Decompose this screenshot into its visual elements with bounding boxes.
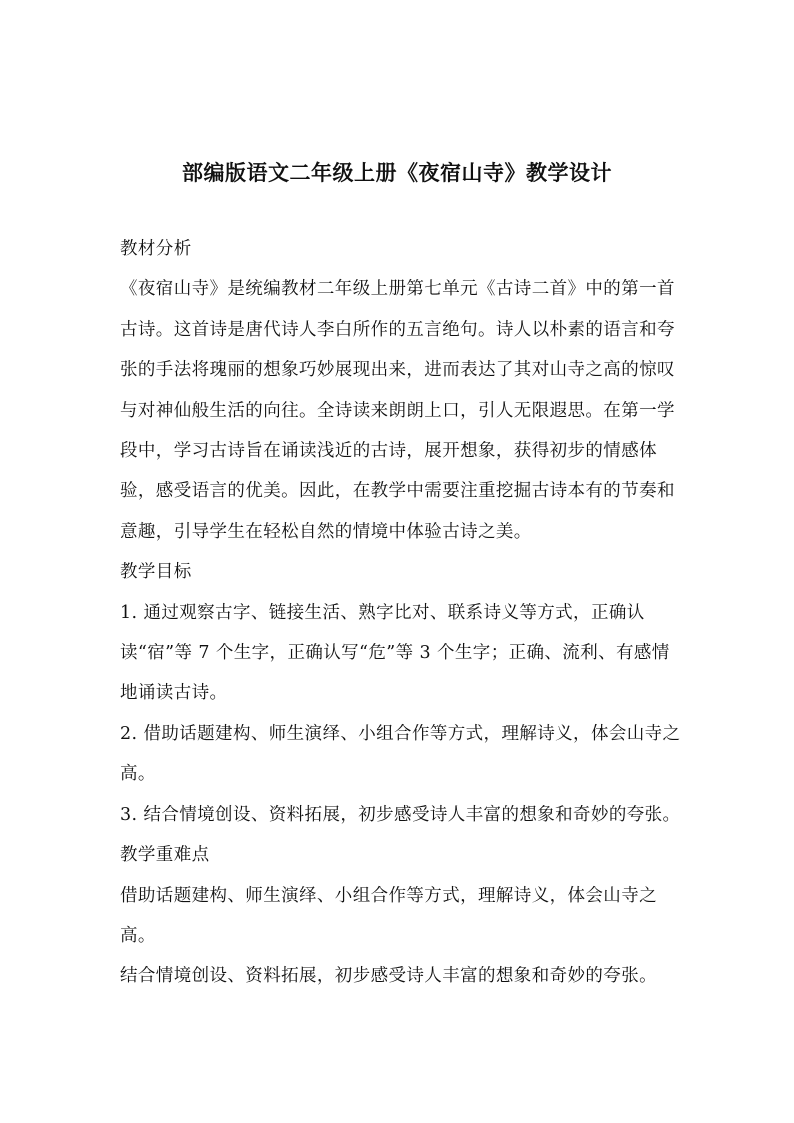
paragraph-goal-3: 3. 结合情境创设、资料拓展，初步感受诗人丰富的想象和奇妙的夸张。 [120, 804, 681, 825]
section-heading-teaching-goals: 教学目标 [120, 562, 192, 583]
section-heading-key-difficulties: 教学重难点 [120, 845, 210, 866]
paragraph-key-point-1: 借助话题建构、师生演绎、小组合作等方式，理解诗义，体会山寺之高。 [120, 885, 657, 946]
page-title: 部编版语文二年级上册《夜宿山寺》教学设计 [182, 161, 612, 185]
paragraph-textbook-analysis: 《夜宿山寺》是统编教材二年级上册第七单元《古诗二首》中的第一首古诗。这首诗是唐代诗人李白所作的五言绝句。诗人以朴素的语言和夸张的手法将瑰丽的想象巧妙展现出来，进而表达了其对山寺之高的惊叹与对神仙般生活的向往。全诗读来朗朗上口，引人无限遐思。在第一学段中，学习古诗旨在诵读浅近的古诗，展开想象，获得初步的情感体验，感受语言的优美。因此，在教学中需要注重挖掘古诗本有的节奏和意趣，引导学生在轻松自然的情境中体验古诗之美。 [120, 279, 675, 542]
paragraph-key-point-2: 结合情境创设、资料拓展，初步感受诗人丰富的想象和奇妙的夸张。 [120, 966, 657, 987]
document-body [120, 229, 685, 997]
paragraph-goal-1: 1. 通过观察古字、链接生活、熟字比对、联系诗义等方式，正确认读“宿”等 7 个生字，正确认写“危”等 3 个生字；正确、流利、有感情地诵读古诗。 [120, 602, 670, 704]
paragraph-goal-2: 2. 借助话题建构、师生演绎、小组合作等方式，理解诗义，体会山寺之高。 [120, 723, 681, 785]
section-heading-textbook-analysis: 教材分析 [120, 239, 192, 259]
